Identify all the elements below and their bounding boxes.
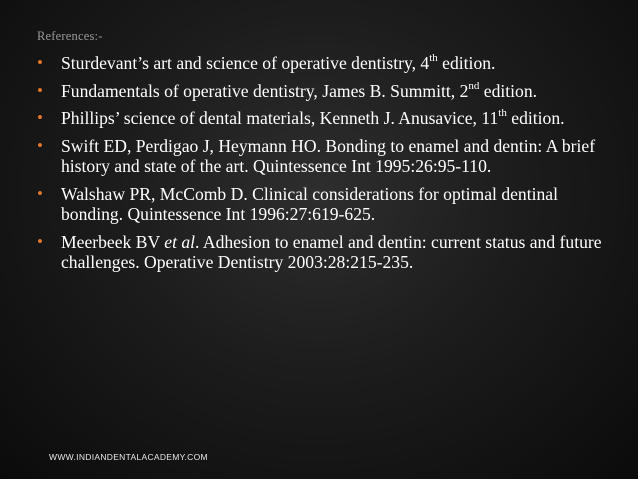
bullet-icon: •: [37, 183, 43, 203]
reference-text: Walshaw PR, McComb D. Clinical considerations for optimal dentinal bonding. Quintessence Int 1996:27:619-625.: [61, 183, 558, 224]
reference-text: Sturdevant’s art and science of operative dentistry, 4: [61, 53, 430, 73]
reference-item: [37, 184, 617, 225]
reference-list: [37, 53, 617, 280]
reference-text: Fundamentals of operative dentistry, James B. Summitt, 2: [61, 80, 469, 101]
reference-item: [37, 81, 617, 102]
bullet-icon: •: [37, 135, 43, 155]
reference-text: Swift ED, Perdigao J, Heymann HO. Bonding to enamel and dentin: A brief history and state of the art. Quintessence Int 1995:26:95-110.: [61, 135, 596, 176]
reference-text-end: edition.: [437, 53, 496, 73]
bullet-icon: •: [37, 231, 43, 251]
reference-text-end: edition.: [479, 80, 538, 101]
footer-url: WWW.INDIANDENTALACADEMY.COM: [49, 452, 208, 462]
reference-item: [37, 108, 617, 129]
reference-item: [37, 136, 617, 177]
reference-text-end: edition.: [506, 108, 565, 128]
slide-title: References:-: [37, 29, 103, 43]
reference-superscript: nd: [468, 79, 480, 92]
reference-item: [37, 53, 617, 74]
bullet-icon: •: [37, 108, 43, 127]
reference-text: Meerbeek BV: [61, 231, 165, 252]
reference-text-end: . Adhesion to enamel and dentin: current status and future challenges. Operative Dentistry 2003:28:215-235.: [61, 231, 602, 272]
bullet-icon: •: [37, 53, 43, 72]
reference-text: Phillips’ science of dental materials, Kenneth J. Anusavice, 11: [61, 108, 499, 128]
reference-superscript: th: [498, 107, 507, 120]
bullet-icon: •: [37, 80, 43, 100]
reference-superscript: th: [429, 52, 438, 65]
reference-item: [37, 232, 617, 273]
reference-italic: et al: [164, 231, 196, 252]
